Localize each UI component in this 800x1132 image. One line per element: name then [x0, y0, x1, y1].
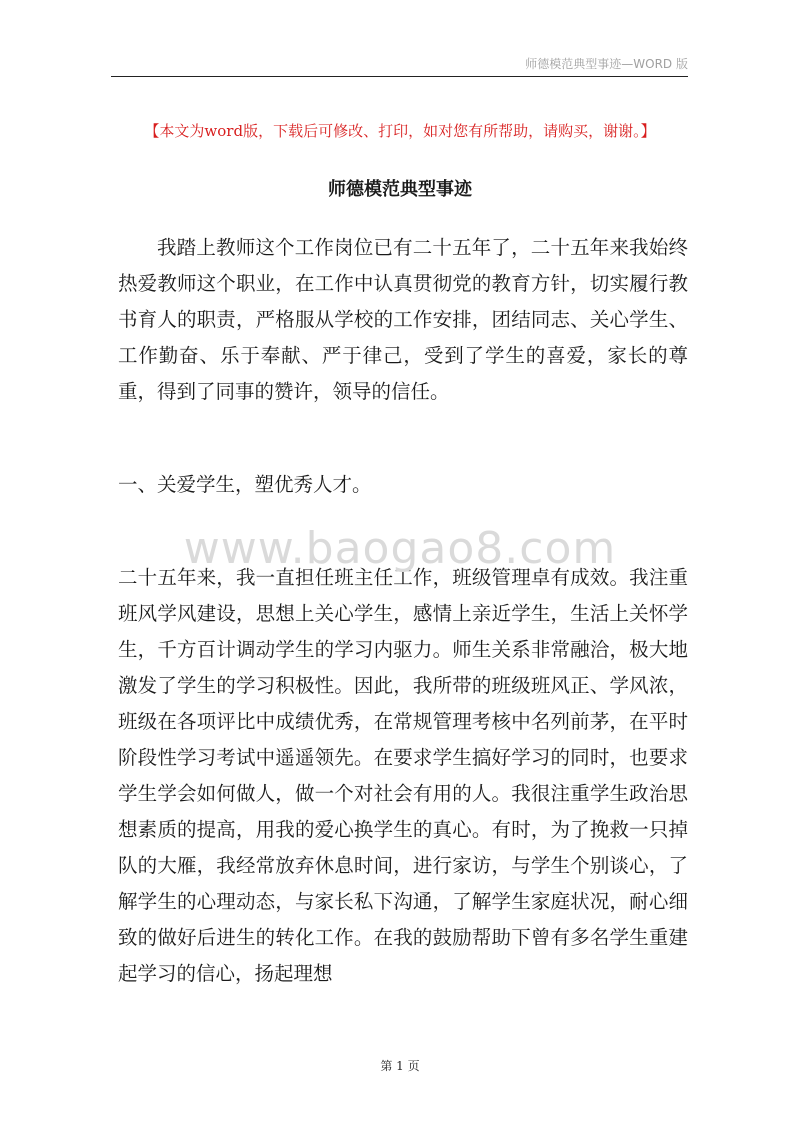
watermark: www.baogao8.com: [183, 523, 617, 574]
running-title: 师德模范典型事迹—WORD 版: [525, 57, 688, 71]
section-heading: 一、关爱学生，塑优秀人才。: [118, 473, 372, 496]
section-paragraph: 二十五年来，我一直担任班主任工作，班级管理卓有成效。我注重班风学风建设，思想上关心学生，感情上亲近学生，生活上关怀学生，千方百计调动学生的学习内驱力。师生关系非常融洽，极大地激发了学生的学习积极性。因此，我所带的班级班风正、学风浓，班级在各项评比中成绩优秀，在常规管理考核中名列前茅，在平时阶段性学习考试中遥遥领先。在要求学生搞好学习的同时，也要求学生学会如何做人，做一个对社会有用的人。我很注重学生政治思想素质的提高，用我的爱心换学生的真心。有时，为了挽救一只掉队的大雁，我经常放弃休息时间，进行家访，与学生个别谈心，了解学生的心理动态，与家长私下沟通，了解学生家庭状况，耐心细致的做好后进生的转化工作。在我的鼓励帮助下曾有多名学生重建起学习的信心，扬起理想: [118, 566, 688, 985]
purchase-notice: 【本文为word版，下载后可修改、打印，如对您有所帮助，请购买，谢谢。】: [144, 122, 656, 140]
page-number: 第 1 页: [380, 1059, 420, 1073]
page-header: [111, 50, 688, 77]
document-body: [118, 230, 688, 992]
document-title: 师德模范典型事迹: [328, 179, 472, 200]
intro-paragraph: 我踏上教师这个工作岗位已有二十五年了，二十五年来我始终热爱教师这个职业，在工作中认真贯彻党的教育方针，切实履行教书育人的职责，严格服从学校的工作安排，团结同志、关心学生、工作勤奋、乐于奉献、严于律己，受到了学生的喜爱，家长的尊重，得到了同事的赞许，领导的信任。: [118, 236, 688, 403]
